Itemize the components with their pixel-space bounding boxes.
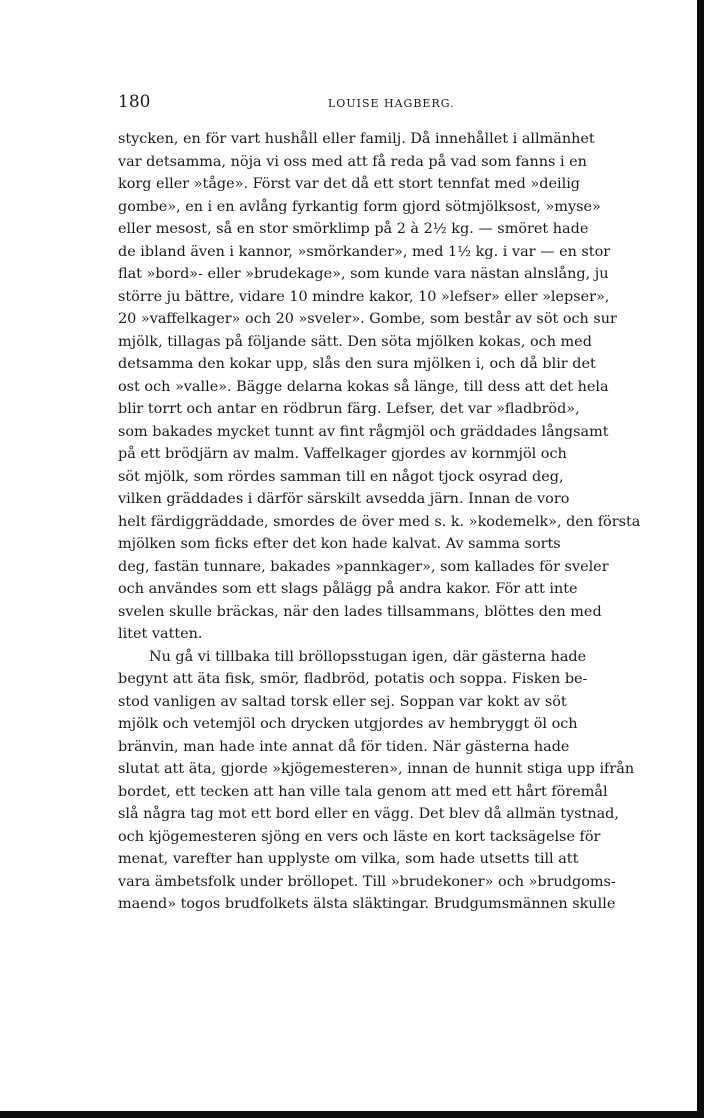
text-line: slutat att äta, gjorde »kjögemesteren», innan de hunnit stiga upp ifrån xyxy=(118,761,635,777)
scan-edge-right xyxy=(697,0,704,1118)
text-line: mjölk och vetemjöl och drycken utgjordes av hembryggt öl och xyxy=(118,716,578,732)
text-line: och användes som ett slags pålägg på andra kakor. För att inte xyxy=(118,581,578,597)
text-line: flat »bord»- eller »brudekage», som kunde vara nästan alnslång, ju xyxy=(118,266,609,282)
text-line: litet vatten. xyxy=(118,626,203,642)
text-line: eller mesost, så en stor smörklimp på 2 à 2½ kg. — smöret hade xyxy=(118,221,589,237)
text-line: mjölken som ficks efter det kon hade kalvat. Av samma sorts xyxy=(118,536,561,552)
scan-edge-bottom xyxy=(0,1111,704,1118)
text-line: vara ämbetsfolk under bröllopet. Till »brudekoner» och »brudgoms- xyxy=(118,873,616,890)
text-line: bordet, ett tecken att han ville tala genom att med ett hårt föremål xyxy=(118,783,608,800)
text-line: 20 »vaffelkager» och 20 »sveler». Gombe, som består av söt och sur xyxy=(118,311,617,327)
text-line: korg eller »tåge». Först var det då ett stort tennfat med »deilig xyxy=(118,176,581,192)
page-number: 180 xyxy=(118,92,151,112)
text-line: deg, fastän tunnare, bakades »pannkager», som kallades för sveler xyxy=(118,558,609,575)
text-line: på ett brödjärn av malm. Vaffelkager gjordes av kornmjöl och xyxy=(118,446,567,462)
text-line: mjölk, tillagas på följande sätt. Den söta mjölken kokas, och med xyxy=(118,333,592,350)
page-header xyxy=(118,92,658,116)
text-line: var detsamma, nöja vi oss med att få reda på vad som fanns i en xyxy=(118,153,587,170)
text-line: som bakades mycket tunnt av fint rågmjöl och gräddades långsamt xyxy=(118,423,609,440)
text-line: ost och »valle». Bägge delarna kokas så länge, till dess att det hela xyxy=(118,378,609,395)
text-line: och kjögemesteren sjöng en vers och läste en kort tacksägelse för xyxy=(118,828,601,845)
text-line: de ibland även i kannor, »smörkander», med 1½ kg. i var — en stor xyxy=(118,243,611,260)
text-line: begynt att äta fisk, smör, fladbröd, potatis och soppa. Fisken be- xyxy=(118,671,588,687)
text-line: menat, varefter han upplyste om vilka, som hade utsetts till att xyxy=(118,851,579,867)
text-line: stod vanligen av saltad torsk eller sej. Soppan var kokt av söt xyxy=(118,693,567,710)
text-line: svelen skulle bräckas, när den lades tillsammans, blöttes den med xyxy=(118,603,602,620)
body-text xyxy=(118,128,658,916)
text-line: maend» togos brudfolkets älsta släktingar. Brudgumsmännen skulle xyxy=(118,896,616,912)
text-line: bränvin, man hade inte annat då för tiden. När gästerna hade xyxy=(118,738,570,755)
text-line: vilken gräddades i därför särskilt avsedda järn. Innan de voro xyxy=(118,491,570,507)
text-line: stycken, en för vart hushåll eller familj. Då innehållet i allmänhet xyxy=(118,131,595,147)
text-line: detsamma den kokar upp, slås den sura mjölken i, och då blir det xyxy=(118,356,596,372)
text-line: slå några tag mot ett bord eller en vägg. Det blev då allmän tystnad, xyxy=(118,806,619,822)
text-line: större ju bättre, vidare 10 mindre kakor, 10 »lefser» eller »lepser», xyxy=(118,288,610,305)
text-line: blir torrt och antar en rödbrun färg. Lefser, det var »fladbröd», xyxy=(118,401,580,417)
text-line: gombe», en i en avlång fyrkantig form gjord sötmjölksost, »myse» xyxy=(118,198,601,215)
running-head: LOUISE HAGBERG. xyxy=(328,97,455,110)
text-line: helt färdiggräddade, smordes de över med s. k. »kodemelk», den första xyxy=(118,513,641,530)
paragraph-start-line: Nu gå vi tillbaka till bröllopsstugan igen, där gästerna hade xyxy=(149,648,587,665)
text-line: söt mjölk, som rördes samman till en något tjock osyrad deg, xyxy=(118,468,564,485)
